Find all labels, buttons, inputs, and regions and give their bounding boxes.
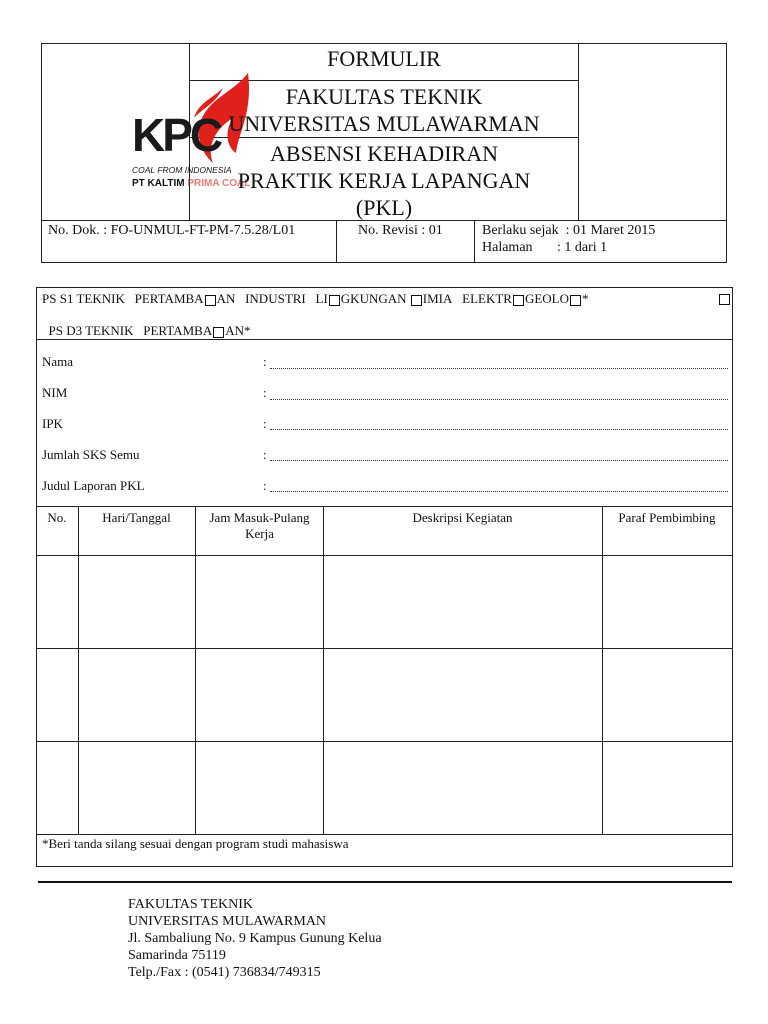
checkbox-d3-pertambangan[interactable] <box>213 327 224 338</box>
sks-input[interactable] <box>270 459 728 461</box>
option-elektro: ELEKTR <box>462 291 512 306</box>
logo-tagline: COAL FROM INDONESIA <box>132 165 232 175</box>
ipk-input[interactable] <box>270 428 728 430</box>
form-title: FORMULIR <box>327 46 441 71</box>
program-d3-label: PS D3 TEKNIK PERTAMBA <box>48 323 213 338</box>
logo-company: PT KALTIM <box>132 178 185 189</box>
column-header-description: Deskripsi Kegiatan <box>412 510 513 525</box>
column-header-hours: Jam Masuk-Pulang Kerja <box>209 510 310 541</box>
logo-company-suffix: PRIMA COAL <box>187 178 251 189</box>
revision-number: No. Revisi : 01 <box>358 223 443 238</box>
option-asterisk: * <box>582 291 589 306</box>
table-row[interactable] <box>37 742 732 834</box>
university-name: UNIVERSITAS MULAWARMAN <box>228 111 540 136</box>
checkbox-geologi[interactable] <box>570 295 581 306</box>
option-lingkungan-tail: GKUNGAN <box>340 291 407 306</box>
doc-number: No. Dok. : FO-UNMUL-FT-PM-7.5.28/L01 <box>48 223 296 238</box>
judul-input[interactable] <box>270 490 728 492</box>
checkbox-extra[interactable] <box>719 294 730 305</box>
program-line-d3 <box>42 307 251 339</box>
option-pertambangan: PERTAMBA <box>134 291 204 306</box>
option-industri: INDUSTRI <box>245 291 306 306</box>
program-line-s1 <box>42 291 732 307</box>
field-separator: : <box>263 385 267 400</box>
table-row[interactable] <box>37 556 732 648</box>
field-label: IPK <box>42 416 63 431</box>
checkbox-elektro[interactable] <box>513 295 524 306</box>
field-separator: : <box>263 478 267 493</box>
footnote: *Beri tanda silang sesuai dengan program studi mahasiswa <box>42 836 349 851</box>
footer-street: Jl. Sambaliung No. 9 Kampus Gunung Kelua <box>128 931 382 946</box>
option-geologi: GEOLO <box>524 291 569 306</box>
logo-text: KPC <box>132 109 221 161</box>
faculty-name: FAKULTAS TEKNIK <box>285 84 483 109</box>
footer-divider <box>38 881 732 883</box>
checkbox-pertambangan[interactable] <box>205 295 216 306</box>
field-label: Nama <box>42 354 74 369</box>
field-label: Jumlah SKS Semu <box>42 447 140 462</box>
option-pertambangan-tail: AN <box>216 291 236 306</box>
footer-faculty: FAKULTAS TEKNIK <box>128 897 254 912</box>
field-separator: : <box>263 416 267 431</box>
footer-city: Samarinda 75119 <box>128 948 226 963</box>
doc-title-3: (PKL) <box>355 195 413 220</box>
doc-title-1: ABSENSI KEHADIRAN <box>270 141 498 166</box>
option-lingkungan: LI <box>315 291 328 306</box>
nama-input[interactable] <box>270 367 728 369</box>
field-label: NIM <box>42 385 68 400</box>
option-kimia: IMIA <box>422 291 453 306</box>
footer-address <box>128 896 382 981</box>
effective-date: Berlaku sejak : 01 Maret 2015 <box>482 223 656 238</box>
program-s1-prefix: PS S1 TEKNIK <box>42 291 125 306</box>
column-header-signature: Paraf Pembimbing <box>618 510 716 525</box>
page-number: Halaman : 1 dari 1 <box>482 240 608 255</box>
table-row[interactable] <box>37 649 732 741</box>
checkbox-lingkungan[interactable] <box>329 295 340 306</box>
doc-title-2: PRAKTIK KERJA LAPANGAN <box>237 168 531 193</box>
field-label: Judul Laporan PKL <box>42 478 145 493</box>
footer-university: UNIVERSITAS MULAWARMAN <box>128 914 327 929</box>
checkbox-kimia[interactable] <box>411 295 422 306</box>
footer-phone: Telp./Fax : (0541) 736834/749315 <box>128 965 321 980</box>
program-d3-suffix: AN* <box>225 323 251 338</box>
column-header-no: No. <box>47 510 67 525</box>
column-header-date: Hari/Tanggal <box>102 510 171 525</box>
field-separator: : <box>263 354 267 369</box>
field-separator: : <box>263 447 267 462</box>
nim-input[interactable] <box>270 398 728 400</box>
